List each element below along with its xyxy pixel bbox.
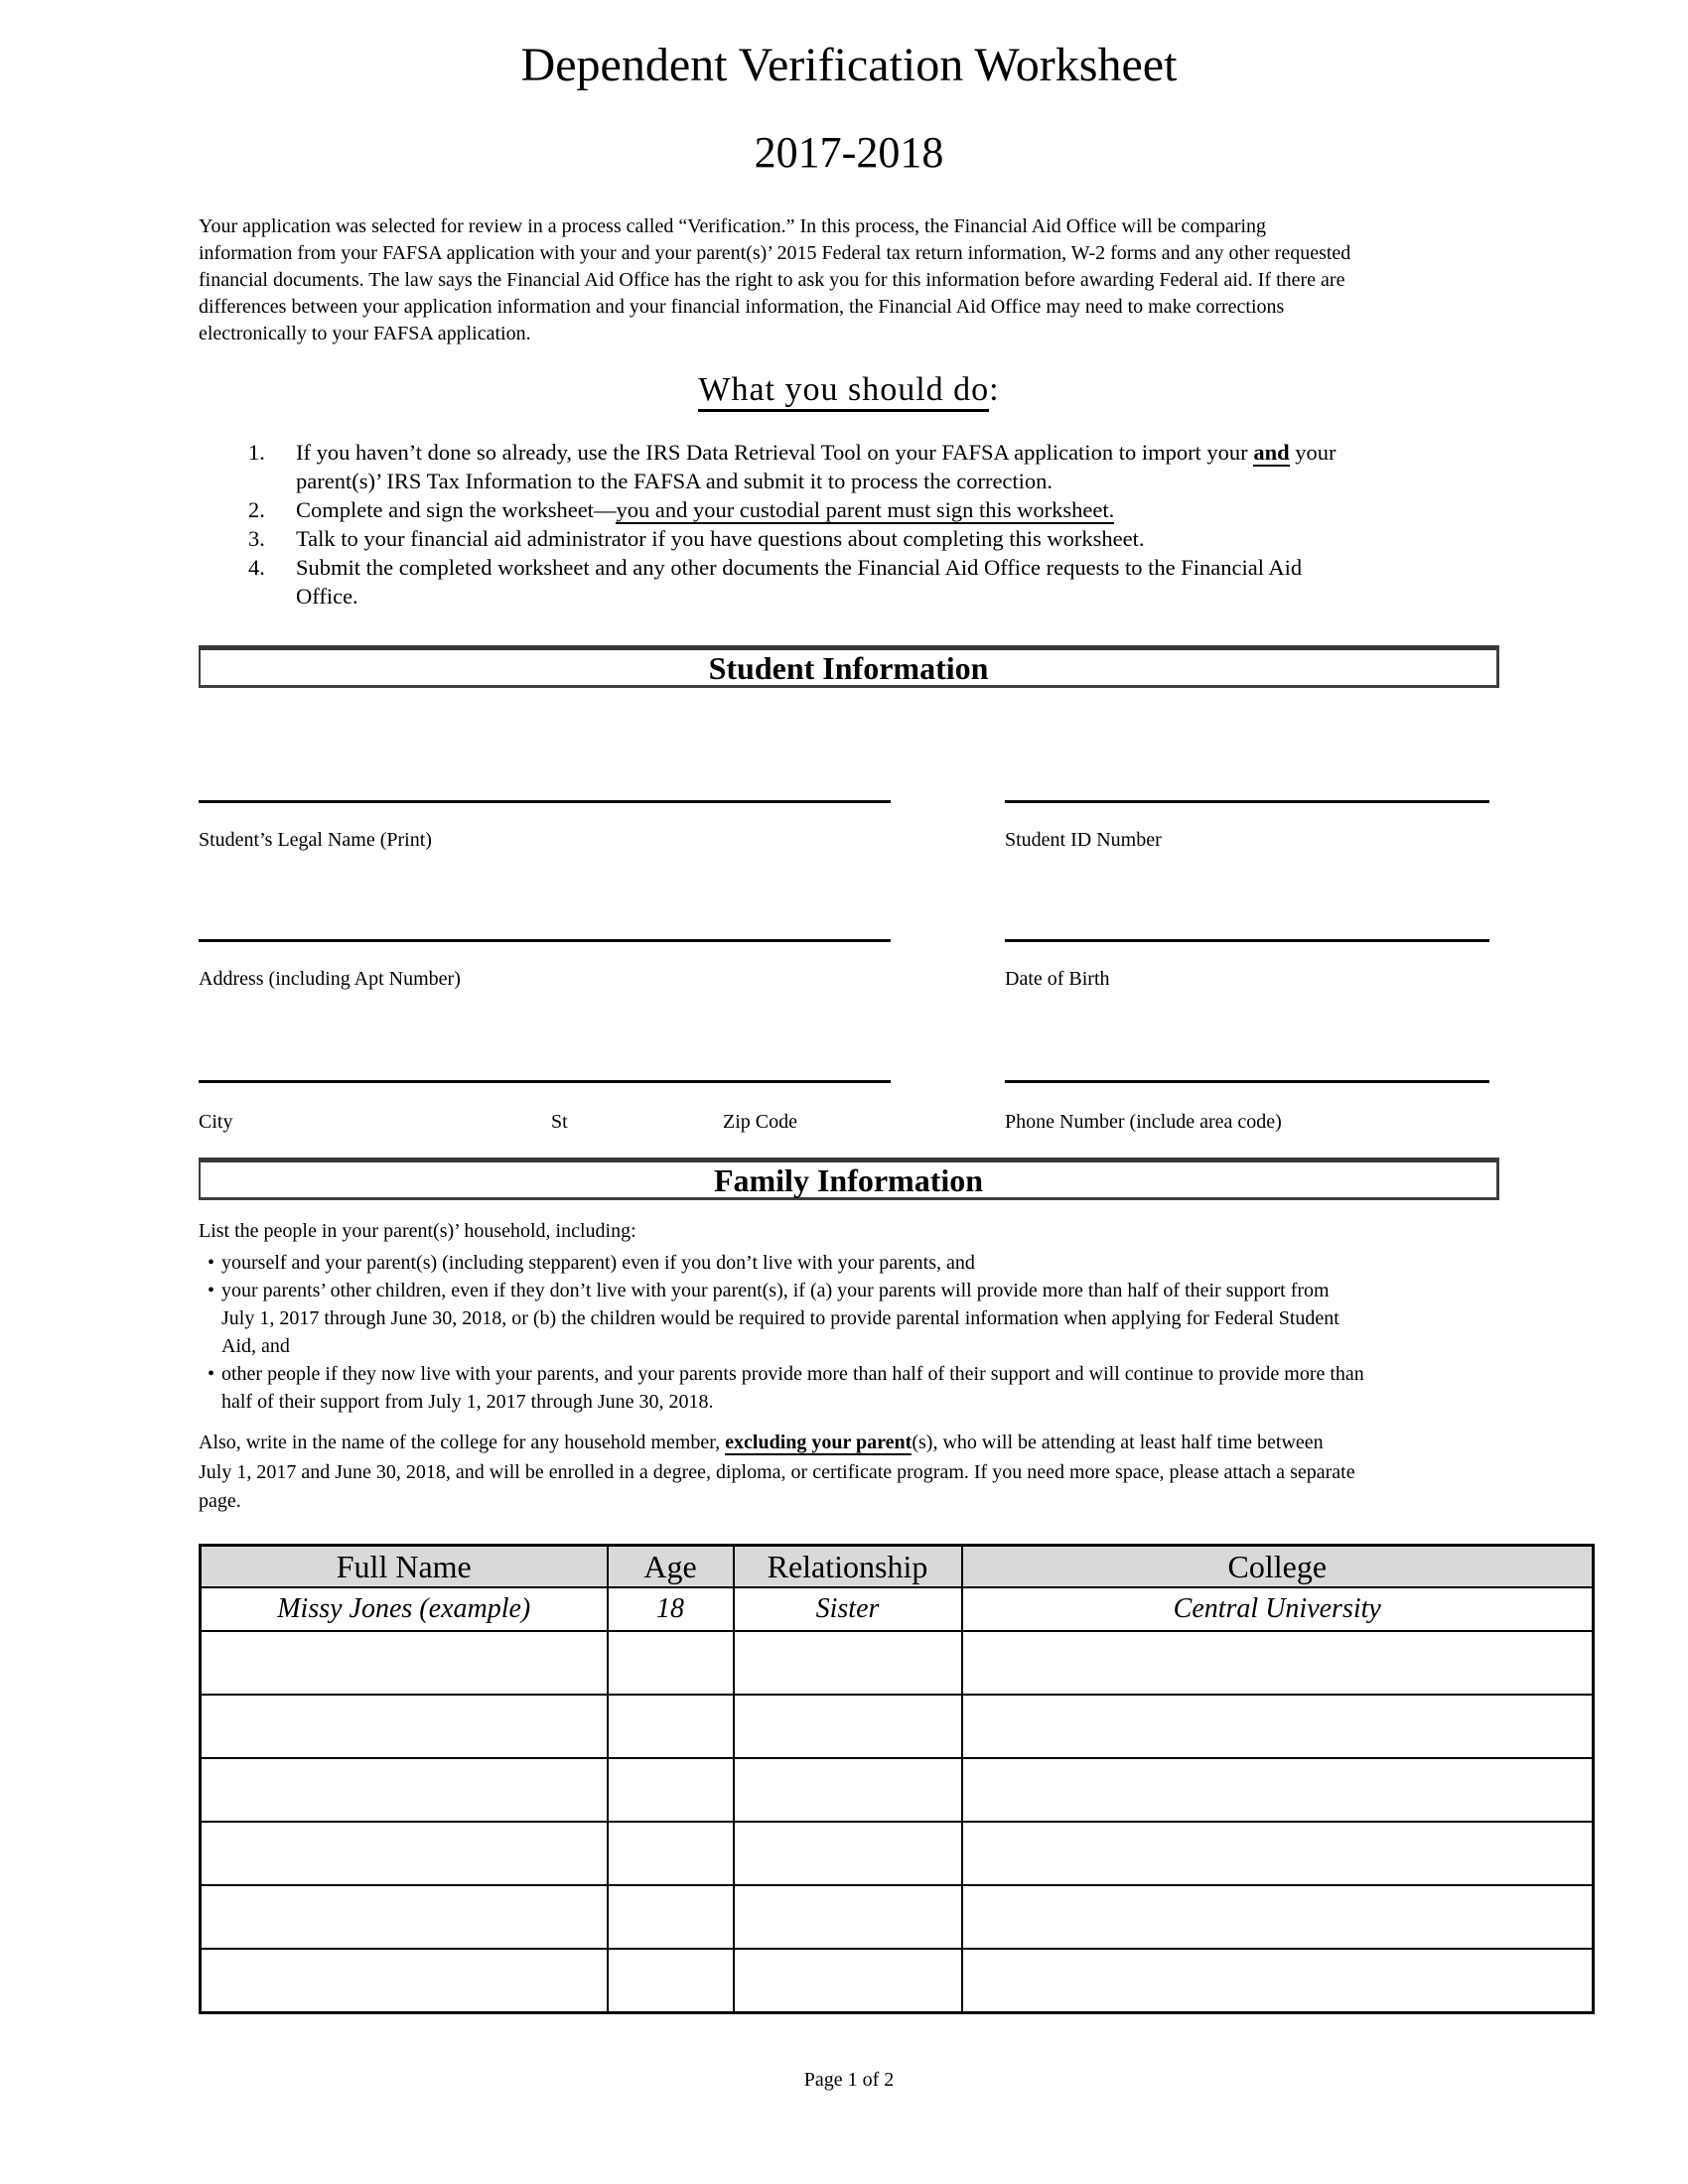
instruction-step-1	[248, 438, 1336, 495]
full-name-cell[interactable]	[201, 1758, 608, 1822]
step-number: 3.	[248, 526, 265, 551]
example-college: Central University	[962, 1587, 1594, 1631]
intro-line: Your application was selected for review in a process called “Verification.” In this process, the Financial Aid Office will be comparing	[199, 215, 1267, 237]
relationship-cell[interactable]	[734, 1758, 962, 1822]
relationship-cell[interactable]	[734, 1631, 962, 1695]
instruction-step-4	[248, 553, 1336, 611]
instruction-step-2	[248, 495, 1336, 524]
bullet-line: • other people if they now live with your parents, and your parents provide more than half of their support and will continue to provide more than	[221, 1363, 1364, 1385]
age-cell[interactable]	[608, 1822, 734, 1885]
step-text-emphasis: and	[1253, 440, 1290, 465]
intro-line: financial documents. The law says the Financial Aid Office has the right to ask you for this information before awarding Federal aid. If there are	[199, 269, 1345, 291]
household-criteria-list	[208, 1249, 1364, 1416]
city-label: City	[199, 1111, 233, 1133]
zip-code-label: Zip Code	[723, 1111, 797, 1133]
address-field-line[interactable]	[199, 939, 891, 942]
age-cell[interactable]	[608, 1949, 734, 2013]
age-cell[interactable]	[608, 1631, 734, 1695]
step-text: Talk to your financial aid administrator if you have questions about completing this worksheet.	[296, 526, 1145, 551]
step-text	[296, 495, 1336, 524]
student-id-field-line[interactable]	[1005, 800, 1489, 803]
bullet-item	[208, 1249, 1364, 1277]
college-cell[interactable]	[962, 1758, 1594, 1822]
table-row	[201, 1949, 1594, 2013]
instructions-list	[248, 438, 1336, 611]
table-row	[201, 1885, 1594, 1949]
instruction-step-3	[248, 524, 1336, 553]
age-cell[interactable]	[608, 1885, 734, 1949]
example-relationship: Sister	[734, 1587, 962, 1631]
step-text	[296, 438, 1336, 467]
student-information-header	[199, 645, 1499, 688]
step-number: 2.	[248, 497, 265, 522]
college-cell[interactable]	[962, 1885, 1594, 1949]
intro-line: electronically to your FAFSA application.	[199, 323, 531, 344]
bullet-item	[208, 1360, 1364, 1416]
header-cell-relationship: Relationship	[734, 1546, 962, 1588]
family-intro: List the people in your parent(s)’ household, including:	[199, 1220, 636, 1242]
step-number: 4.	[248, 555, 265, 580]
section-title: Family Information	[713, 1162, 984, 1198]
full-name-cell[interactable]	[201, 1822, 608, 1885]
bullet-line: Aid, and	[221, 1335, 290, 1357]
instructions-heading	[199, 367, 1499, 413]
example-row	[201, 1587, 1594, 1631]
household-table	[199, 1544, 1595, 2014]
page-title: Dependent Verification Worksheet	[520, 39, 1178, 91]
table-row	[201, 1758, 1594, 1822]
state-label: St	[551, 1111, 568, 1133]
relationship-cell[interactable]	[734, 1822, 962, 1885]
step-text-underlined: you and your custodial parent must sign this worksheet.	[616, 497, 1115, 522]
college-cell[interactable]	[962, 1949, 1594, 2013]
college-note	[199, 1429, 1355, 1517]
instructions-heading-colon: :	[989, 371, 1000, 408]
college-note-line	[199, 1429, 1355, 1458]
college-note-emphasis: excluding your parent	[725, 1432, 913, 1453]
student-name-label: Student’s Legal Name (Print)	[199, 829, 432, 851]
header-cell-full-name: Full Name	[201, 1546, 608, 1588]
step-number: 1.	[248, 440, 265, 465]
relationship-cell[interactable]	[734, 1885, 962, 1949]
phone-field-line[interactable]	[1005, 1080, 1489, 1083]
city-state-zip-field-line[interactable]	[199, 1080, 891, 1083]
age-cell[interactable]	[608, 1758, 734, 1822]
instructions-heading-text: What you should do	[698, 371, 989, 412]
header-cell-age: Age	[608, 1546, 734, 1588]
relationship-cell[interactable]	[734, 1695, 962, 1758]
college-note-segment: (s), who will be attending at least half time between	[912, 1432, 1324, 1453]
full-name-cell[interactable]	[201, 1885, 608, 1949]
header-cell-college: College	[962, 1546, 1594, 1588]
table-row	[201, 1695, 1594, 1758]
student-name-field-line[interactable]	[199, 800, 891, 803]
page-subtitle: 2017-2018	[754, 128, 944, 177]
bullet-item	[208, 1277, 1364, 1360]
age-cell[interactable]	[608, 1695, 734, 1758]
step-text: Office.	[296, 584, 358, 609]
table-row	[201, 1822, 1594, 1885]
example-age: 18	[608, 1587, 734, 1631]
full-name-cell[interactable]	[201, 1949, 608, 2013]
bullet-line: half of their support from July 1, 2017 through June 30, 2018.	[221, 1391, 714, 1413]
intro-line: differences between your application information and your financial information, the Financial Aid Office may need to make corrections	[199, 296, 1285, 318]
table-row	[201, 1631, 1594, 1695]
relationship-cell[interactable]	[734, 1949, 962, 2013]
bullet-line: July 1, 2017 through June 30, 2018, or (b) the children would be required to provide parental information when applying for Federal Student	[221, 1307, 1339, 1329]
step-text-segment: Complete and sign the worksheet—	[296, 497, 617, 522]
table-header-row	[201, 1546, 1594, 1588]
bullet-line: • your parents’ other children, even if they don’t live with your parent(s), if (a) your parents will provide more than half of their support from	[221, 1280, 1330, 1301]
address-label: Address (including Apt Number)	[199, 968, 461, 990]
phone-label: Phone Number (include area code)	[1005, 1111, 1282, 1133]
bullet-line: • yourself and your parent(s) (including stepparent) even if you don’t live with your parents, and	[221, 1252, 975, 1274]
college-cell[interactable]	[962, 1631, 1594, 1695]
step-text-segment: If you haven’t done so already, use the IRS Data Retrieval Tool on your FAFSA application to import your	[296, 440, 1254, 465]
college-note-line: page.	[199, 1490, 241, 1512]
date-of-birth-label: Date of Birth	[1005, 968, 1110, 990]
example-full-name: Missy Jones (example)	[201, 1587, 608, 1631]
date-of-birth-field-line[interactable]	[1005, 939, 1489, 942]
college-note-segment: Also, write in the name of the college for any household member,	[199, 1432, 726, 1453]
family-information-header	[199, 1158, 1499, 1200]
full-name-cell[interactable]	[201, 1631, 608, 1695]
step-text: Submit the completed worksheet and any other documents the Financial Aid Office requests to the Financial Aid	[296, 555, 1303, 580]
step-text: parent(s)’ IRS Tax Information to the FAFSA and submit it to process the correction.	[296, 469, 1054, 493]
intro-paragraph	[199, 213, 1350, 347]
step-text-segment: your	[1289, 440, 1336, 465]
intro-line: information from your FAFSA application with your and your parent(s)’ 2015 Federal tax return information, W-2 forms and any other requested	[199, 242, 1351, 264]
full-name-cell[interactable]	[201, 1695, 608, 1758]
college-cell[interactable]	[962, 1822, 1594, 1885]
college-cell[interactable]	[962, 1695, 1594, 1758]
page-footer: Page 1 of 2	[803, 2069, 895, 2091]
college-note-line: July 1, 2017 and June 30, 2018, and will be enrolled in a degree, diploma, or certificate program. If you need more space, please attach a separate	[199, 1460, 1355, 1483]
section-title: Student Information	[708, 650, 989, 686]
student-id-label: Student ID Number	[1005, 829, 1162, 851]
